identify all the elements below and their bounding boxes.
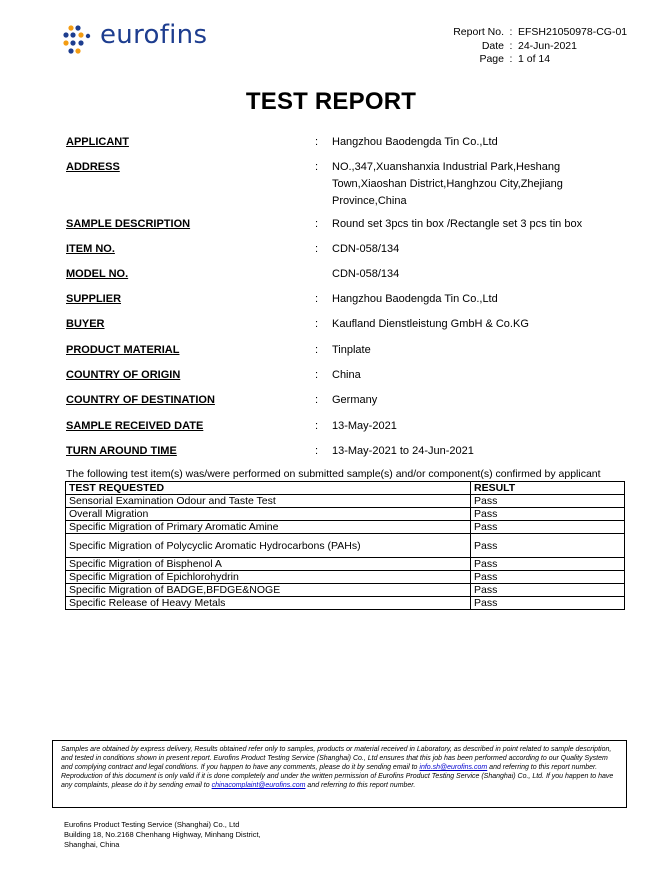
report-number-row [440, 26, 627, 40]
field-label: ITEM NO. [66, 243, 115, 255]
meta-key: Page [479, 53, 504, 65]
meta-key: Date [481, 39, 504, 52]
test-name: Overall Migration [66, 508, 471, 521]
report-page-row [440, 53, 627, 67]
disclaimer-text: Samples are obtained by express delivery, Results obtained refer only to samples, products or material received in Laboratory, as described in point related to sample description, and tested in conditions shown in present report. Eurofins Product Testing Service (Shanghai) Co., Ltd ensures that this job has been performed according to our Quality System and complying contract and legal conditions. If you happen to have any comments, please do it by sending email to [61, 746, 612, 771]
test-result: Pass [471, 521, 625, 534]
meta-key: Report No. [453, 26, 504, 38]
field-label: PRODUCT MATERIAL [66, 344, 180, 356]
buyer-value: Kaufland Dienstleistung GmbH & Co.KG [332, 318, 529, 330]
report-meta [440, 26, 627, 67]
field-label: TURN AROUND TIME [66, 445, 177, 457]
field-colon: : [315, 243, 319, 255]
test-result: Pass [471, 508, 625, 521]
item-no-value: CDN-058/134 [332, 243, 400, 255]
footer-city: Shanghai, China [64, 840, 120, 849]
field-label: APPLICANT [66, 136, 129, 148]
field-colon: : [315, 344, 319, 356]
report-date: 24-Jun-2021 [518, 39, 577, 52]
test-result: Pass [471, 495, 625, 508]
sample-received-date-value: 13-May-2021 [332, 420, 397, 432]
field-label: COUNTRY OF ORIGIN [66, 369, 181, 381]
field-label: SUPPLIER [66, 293, 122, 305]
address-value: NO.,347,Xuanshanxia Industrial Park,Heshang Town,Xiaoshan District,Hanghzou City,Zhejiang Province,China [332, 161, 563, 207]
field-label: COUNTRY OF DESTINATION [66, 394, 215, 406]
meta-colon: : [509, 26, 513, 38]
turn-around-time-value: 13-May-2021 to 24-Jun-2021 [332, 445, 474, 457]
eurofins-dots-icon [62, 24, 96, 56]
disclaimer-box [52, 740, 627, 808]
field-colon: : [315, 369, 319, 381]
report-date-row [440, 40, 627, 54]
tests-intro: The following test item(s) was/were performed on submitted sample(s) and/or component(s) confirmed by applicant [66, 468, 601, 480]
logo-text: eurofins [100, 20, 208, 50]
table-row [66, 571, 625, 584]
header-test-requested: TEST REQUESTED [66, 482, 471, 495]
footer-company: Eurofins Product Testing Service (Shanghai) Co., Ltd [64, 820, 240, 829]
info-email-link[interactable]: info.sh@eurofins.com [419, 764, 488, 771]
table-row [66, 584, 625, 597]
disclaimer-text: and referring to this report number. [307, 782, 416, 789]
country-of-destination-value: Germany [332, 394, 378, 406]
field-colon: : [315, 445, 319, 457]
table-row [66, 534, 625, 558]
test-name: Specific Migration of Bisphenol A [66, 558, 471, 571]
field-label: ADDRESS [66, 161, 120, 173]
header-result: RESULT [471, 482, 625, 495]
test-result: Pass [471, 584, 625, 597]
product-material-value: Tinplate [332, 344, 371, 356]
test-result: Pass [471, 571, 625, 584]
test-name: Specific Migration of Primary Aromatic Amine [66, 521, 471, 534]
footer-address [64, 820, 261, 850]
test-result: Pass [471, 534, 625, 558]
sample-description-value: Round set 3pcs tin box /Rectangle set 3 pcs tin box [332, 218, 583, 230]
supplier-value: Hangzhou Baodengda Tin Co.,Ltd [332, 293, 498, 305]
table-header-row [66, 482, 625, 495]
meta-colon: : [509, 53, 513, 65]
test-result: Pass [471, 597, 625, 610]
model-no-value: CDN-058/134 [332, 268, 400, 280]
table-row [66, 597, 625, 610]
field-label: SAMPLE DESCRIPTION [66, 218, 191, 230]
field-colon: : [315, 420, 319, 432]
page-title: TEST REPORT [245, 88, 417, 115]
table-row [66, 521, 625, 534]
test-result: Pass [471, 558, 625, 571]
field-colon: : [315, 136, 319, 148]
test-name: Specific Migration of Polycyclic Aromatic Hydrocarbons (PAHs) [66, 534, 471, 558]
field-label: BUYER [66, 318, 105, 330]
field-colon: : [315, 161, 319, 173]
tests-table [65, 481, 625, 610]
table-row [66, 508, 625, 521]
test-name: Specific Migration of BADGE,BFDGE&NOGE [66, 584, 471, 597]
field-colon: : [315, 293, 319, 305]
test-name: Specific Migration of Epichlorohydrin [66, 571, 471, 584]
field-label: SAMPLE RECEIVED DATE [66, 420, 204, 432]
country-of-origin-value: China [332, 369, 361, 381]
eurofins-logo [62, 22, 222, 58]
report-number: EFSH21050978-CG-01 [518, 26, 628, 38]
table-row [66, 495, 625, 508]
meta-colon: : [509, 39, 513, 52]
applicant-value: Hangzhou Baodengda Tin Co.,Ltd [332, 136, 498, 148]
report-page: 1 of 14 [518, 53, 551, 65]
disclaimer-text: and referring to this report number. Reproduction of this document is only valid if it is done completely and under the written permission of Eurofins Product Testing Service (Shanghai) Co., Ltd. If you happen to have any complaints, please do it by sending email to [61, 764, 614, 789]
test-name: Specific Release of Heavy Metals [66, 597, 471, 610]
footer-street: Building 18, No.2168 Chenhang Highway, Minhang District, [64, 830, 261, 839]
field-colon: : [315, 318, 319, 330]
complaint-email-link[interactable]: chinacomplaint@eurofins.com [211, 782, 306, 789]
field-label: MODEL NO. [66, 268, 129, 280]
test-name: Sensorial Examination Odour and Taste Test [66, 495, 471, 508]
table-row [66, 558, 625, 571]
field-colon: : [315, 394, 319, 406]
field-colon: : [315, 218, 319, 230]
